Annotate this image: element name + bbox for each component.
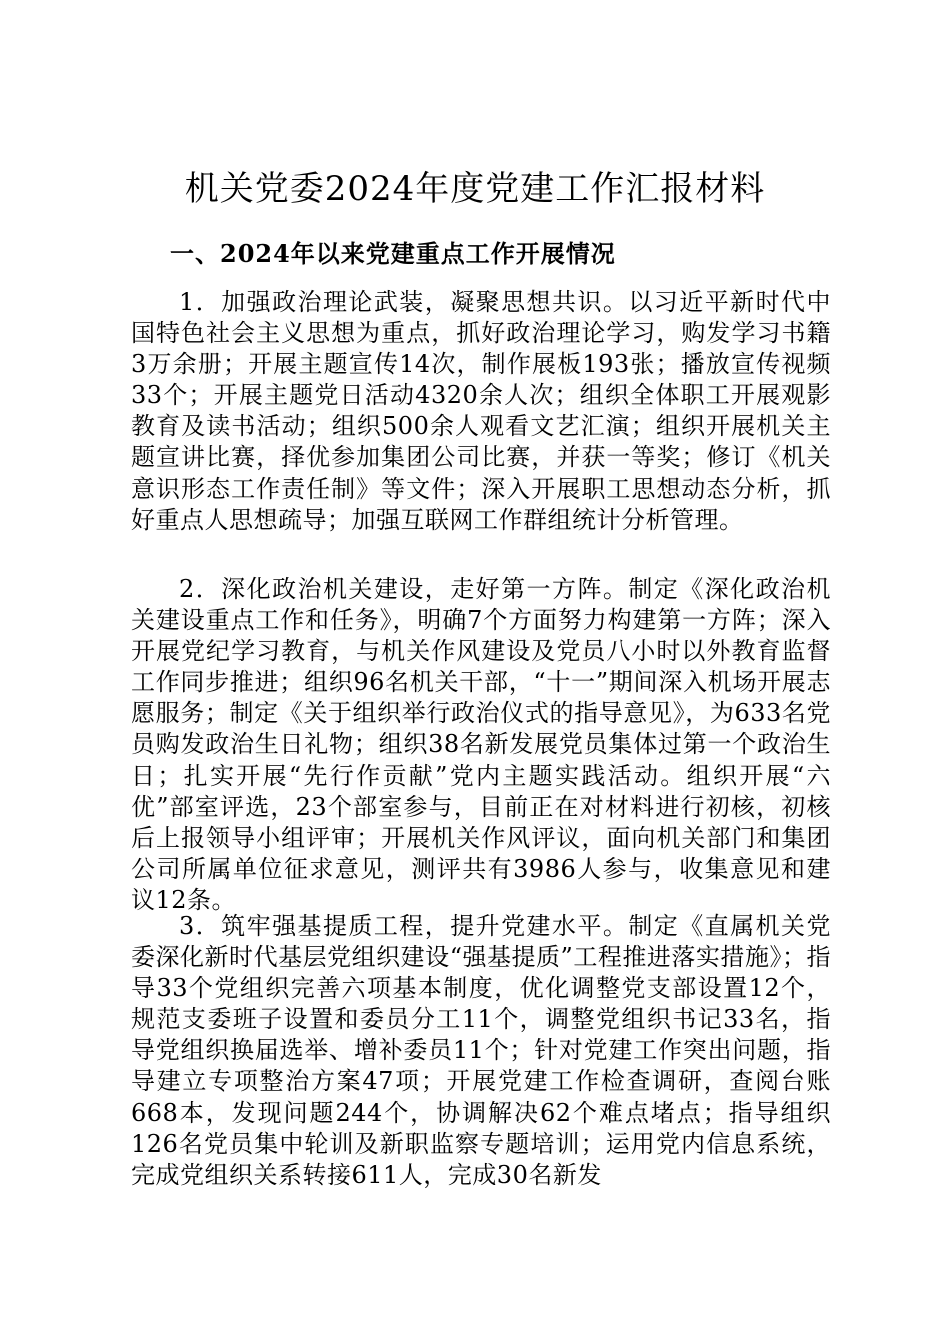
paragraph-2: 2．深化政治机关建设，走好第一方阵。制定《深化政治机关建设重点工作和任务》，明确7个方面努力构建第一方阵；深入开展党纪学习教育，与机关作风建设及党员八小时以外教育监督工作同步推进；组织96名机关干部，“十一”期间深入机场开展志愿服务；制定《关于组织举行政治仪式的指导意见》，为633名党员购发政治生日礼物；组织38名新发展党员集体过第一个政治生日；扎实开展“先行作贡献”党内主题实践活动。组织开展“六优”部室评选，23个部室参与，目前正在对材料进行初核，初核后上报领导小组评审；开展机关作风评议，面向机关部门和集团公司所属单位征求意见，测评共有3986人参与，收集意见和建议12条。 [131,575,831,914]
section-heading: 一、2024年以来党建重点工作开展情况 [170,239,616,268]
paragraph-3: 3．筑牢强基提质工程，提升党建水平。制定《直属机关党委深化新时代基层党组织建设“强基提质”工程推进落实措施》；指导33个党组织完善六项基本制度，优化调整党支部设置12个，规范支委班子设置和委员分工11个，调整党组织书记33名，指导党组织换届选举、增补委员11个；针对党建工作突出问题，指导建立专项整治方案47项；开展党建工作检查调研，查阅台账668本，发现问题244个，协调解决62个难点堵点；指导组织126名党员集中轮训及新职监察专题培训；运用党内信息系统，完成党组织关系转接611人，完成30名新发 [131,912,831,1189]
paragraph-1: 1．加强政治理论武装，凝聚思想共识。以习近平新时代中国特色社会主义思想为重点，抓好政治理论学习，购发学习书籍3万余册；开展主题宣传14次，制作展板193张；播放宣传视频33个；开展主题党日活动4320余人次；组织全体职工开展观影教育及读书活动；组织500余人观看文艺汇演；组织开展机关主题宣讲比赛，择优参加集团公司比赛，并获一等奖；修订《机关意识形态工作责任制》等文件；深入开展职工思想动态分析，抓好重点人思想疏导；加强互联网工作群组统计分析管理。 [131,288,831,534]
document-title: 机关党委2024年度党建工作汇报材料 [184,169,766,209]
